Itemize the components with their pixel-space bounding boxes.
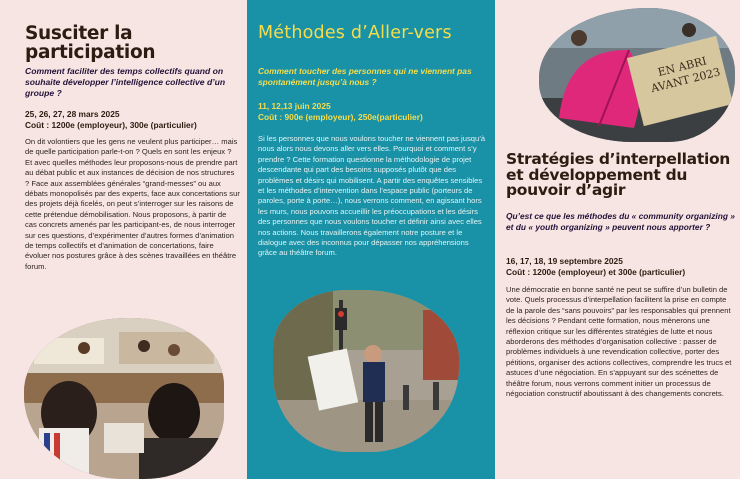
cost-interpellation: Coût : 1200e (employeur) et 300e (particulier) [506, 266, 686, 277]
description-participation: On dit volontiers que les gens ne veulent plus participer… mais de quelle participation parle-t-on ? Quels en sont les enjeux ? Et avec quelles méthodes leur proposons-nous de prendre part au débat public et aux instances de décision de nos structures ? Face aux assemblées générales “grand-messes” ou aux débats monopolisés par des experts, face aux concertations sur des projets déjà ficelés, on peut s’interroger sur les raisons de cette prétendue démobilisation. Nous proposons, à partir de cas concrets amenés par les participant-es, de nous interroger sur ces questions, d’expérimenter d’autres formes d’animation de temps collectifs et d’animation de concertations, faire évoluer nos postures grâce à des scènes travaillées en théâtre forum. [25, 137, 240, 271]
photo-umbrella-protest-sign [539, 8, 735, 142]
formation-participation [0, 0, 247, 479]
title-participation: Susciter la participation [25, 23, 156, 63]
session-info-interpellation [506, 256, 734, 278]
cost-participation: Coût : 1200e (employeur), 300e (particulier) [25, 119, 197, 130]
title-aller-vers: Méthodes d’Aller-vers [258, 23, 452, 43]
subtitle-interpellation: Qu’est ce que les méthodes du « community organizing » et du « youth organizing » peuvent nous apporter ? [506, 211, 735, 233]
formation-aller-vers [247, 0, 495, 479]
photo-meeting-children [24, 318, 224, 479]
subtitle-participation: Comment faciliter des temps collectifs quand on souhaite développer l’intelligence collective d’un groupe ? [25, 66, 226, 99]
title-interpellation: Stratégies d’interpellation et développement du pouvoir d’agir [506, 150, 731, 199]
cost-aller-vers: Coût : 900e (employeur), 250e(particulier) [258, 112, 423, 122]
protest-sign-text: EN ABRI AVANT 2023 [649, 54, 722, 96]
dates-interpellation: 16, 17, 18, 19 septembre 2025 [506, 256, 623, 266]
photo-street-sign-holder [273, 290, 459, 452]
formation-interpellation [495, 0, 740, 479]
subtitle-aller-vers: Comment toucher des personnes qui ne viennent pas spontanément jusqu’à nous ? [258, 66, 472, 88]
session-info-participation [25, 109, 240, 130]
description-aller-vers: Si les personnes que nous voulons toucher ne viennent pas jusqu’à nous alors nous devons aller vers elles. Pourquoi et comment s’y prendre ? Cette formation questionne la méthodologie de projet descendante qui part des besoins supposés plutôt que des problèmes et désirs qui mobilisent. A partir des enquêtes sensibles et les méthodes d’intervention dans l’espace public (porteurs de paroles, porte à porte…), nous verrons comment, en agissant hors les murs, nous pouvons accueillir les préoccupations et les désirs des personnes que nous voulons toucher et définir ainsi avec elles nos actions. Nous travaillerons également notre posture et le dialogue avec des inconnus pour dépasser nos appréhensions grâce au théâtre forum. [258, 134, 486, 258]
dates-aller-vers: 11, 12,13 juin 2025 [258, 101, 331, 111]
dates-participation: 25, 26, 27, 28 mars 2025 [25, 109, 120, 119]
description-interpellation: Une démocratie en bonne santé ne peut se suffire d’un bulletin de vote. Quels processus d’interpellation facilitent la prise en compte de la parole des “sans pouvoirs” par les responsables qui prennent les décisions ? Pendant cette formation, nous mènerons une réflexion critique sur les différentes stratégies de lutte et nous aborderons des méthodes d’organisation collective : passer de problèmes individuels à une revendication collective, porter des pétitions, organiser des actions collectives, comprendre les trucs et astuces d’une négociation. En s’appuyant sur des scénettes de théâtre forum, nous verrons comment initier un processus de négociation constructif aboutissant à des changements concrets. [506, 285, 732, 399]
session-info-aller-vers [258, 101, 483, 123]
